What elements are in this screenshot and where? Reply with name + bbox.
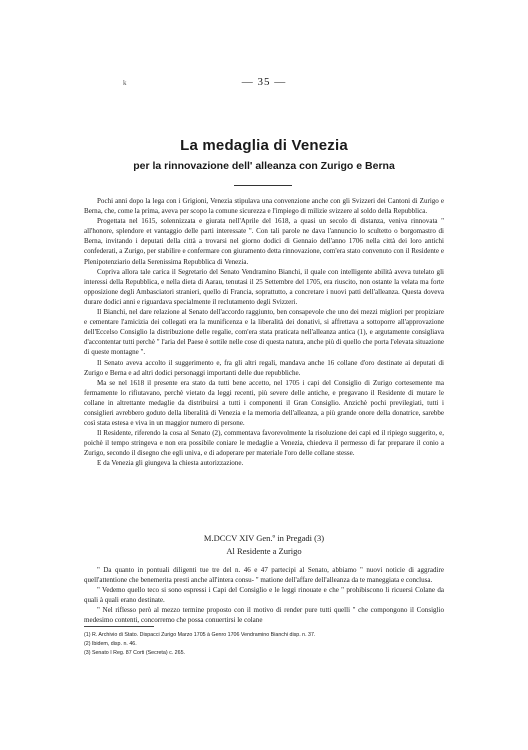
paragraph: Il Residente, riferendo la cosa al Senato (2), commentava favorevolmente la risoluzione dei capi ed il ripiego suggerito, e, poichè il tempo stringeva e non era possibile coniare le medaglie a Venezia, chiedeva il permesso di far preparare il conio a Zurigo, secondo il disegno che egli univa, e di adoperare per materiale l'oro delle collane stesse. bbox=[84, 429, 444, 458]
document-heading-line: Al Residente a Zurigo bbox=[226, 546, 302, 556]
footnotes bbox=[84, 631, 444, 659]
corner-mark: k bbox=[123, 79, 127, 87]
quote-paragraph: " Nel riflesso però al mezzo termine proposto con il motivo di render pure tutti quelli " che compongono il Consiglio medesimo contenti, concorremo che possa conuertirsi le colane bbox=[84, 606, 444, 624]
paragraph: Il Senato aveva accolto il suggerimento e, fra gli altri regali, mandava anche 16 collane d'oro destinate ai deputati di Zurigo e Berna e ad altri dodici personaggi importanti delle due repubbliche. bbox=[84, 358, 444, 377]
paragraph: Il Bianchi, nel dare relazione al Senato dell'accordo raggiunto, ben consapevole che uno dei mezzi migliori per propiziare e cementare l'amicizia dei collegati era la munificenza e la liberalità dei donativi, si affrettava a sottoporre all'approvazione dell'Eccelso Consiglio la distribuzione delle regalie, com'era stata praticata nell'alleanza antica (1), e argutamente consigliava d'accontentar tutti perchè " l'aria del Paese è sottile nelle cose di questa natura, anche più di quello che porta l'elevata situazione di queste montagne ". bbox=[84, 308, 444, 357]
paragraph: E da Venezia gli giungeva la chiesta autorizzazione. bbox=[97, 459, 244, 468]
page-number: — 35 — bbox=[241, 76, 287, 88]
quote-paragraph: " Vedemo quello teco si sono espressi i Capi del Consiglio e le leggi rinouate e che " prohibiscono li ricuersi Colane da quali à quali erano destinate. bbox=[84, 586, 444, 604]
footnote-divider bbox=[84, 626, 154, 627]
paragraph: Copriva allora tale carica il Segretario del Senato Vendramino Bianchi, il quale con intelligente abilità aveva tutelato gli interessi della Repubblica, e nella dieta di Aarau, tenutasi il 25 Settembre del 1705, era riuscito, non ostante la velata ma forte opposizione degli Ambasciatori stranieri, quello di Francia, soprattutto, a concretare i nuovi patti dell'alleanza. Questa doveva durare dodici anni e riguardava specialmente il reclutamento degli Svizzeri. bbox=[84, 267, 444, 306]
document-heading bbox=[0, 532, 528, 558]
footnote: (3) Senato I Reg. 87 Corti (Secreta) c. 265. bbox=[84, 650, 185, 657]
paragraph: Progettata nel 1615, solennizzata e giurata nell'Aprile del 1618, a quasi un secolo di distanza, veniva rinnovata " all'honore, splendore et vantaggio delle parti interessate ". Con tali parole ne dava l'annuncio lo scultetto o borgomastro di Berna, invitando i deputati della città a trovarsi nel giorno dodici di Gennaio dell'anno 1706 nella città dei loro antichi confederati, a Zurigo, per stabilire e confermare con giuramento detta rinnovazione, com'era stato convenuto con il Residente e Plenipotenziario della Serenissima Repubblica di Venezia. bbox=[84, 217, 444, 266]
paragraph: Pochi anni dopo la lega con i Grigioni, Venezia stipulava una convenzione anche con gli Svizzeri dei Cantoni di Zurigo e Berna, che, come la prima, aveva per scopo la comune sicurezza e l'impiego di milizie svizzere al soldo della Repubblica. bbox=[84, 197, 444, 216]
quote-paragraph: " Da quanto in pontuali diligenti tue tre del n. 46 e 47 partecipi al Senato, abbiamo " nuovi noticie di aggradire quell'attentione che benemerita presti anche all'intera consu- " matione dell'affare dell'alleanza da te maneggiata e conclusa. bbox=[84, 566, 444, 584]
article-subtitle: per la rinnovazione dell' alleanza con Zurigo e Berna bbox=[133, 160, 395, 172]
article-title: La medaglia di Venezia bbox=[180, 137, 348, 154]
quoted-document bbox=[84, 565, 444, 625]
body-text bbox=[84, 196, 444, 469]
footnote: (2) Ibidem, disp. n. 46. bbox=[84, 641, 137, 648]
title-divider bbox=[234, 185, 292, 186]
paragraph: Ma se nel 1618 il presente era stato da tutti bene accetto, nel 1705 i capi del Consiglio di Zurigo cortesemente ma fermamente lo rifiutavano, perchè vietato da leggi recenti, più severe delle antiche, e pregavano il Residente di mutare le collane in altrettante medaglie da distribuirsi a tutti i componenti il Gran Consiglio. Anzichè pochi previlegiati, tutti i consiglieri avrebbero goduto della liberalità di Venezia e la memoria dell'alleanza, a più grande onore della donatrice, sarebbe così stata estesa e viva in un maggior numero di persone. bbox=[84, 378, 444, 428]
footnote: (1) R. Archivio di Stato. Dispacci Zurigo Marzo 1705 à Genro 1706 Vendramino Bianchi disp. n. 37. bbox=[84, 632, 316, 638]
document-heading-line: M.DCCV XIV Gen.º in Pregadi (3) bbox=[203, 533, 325, 543]
